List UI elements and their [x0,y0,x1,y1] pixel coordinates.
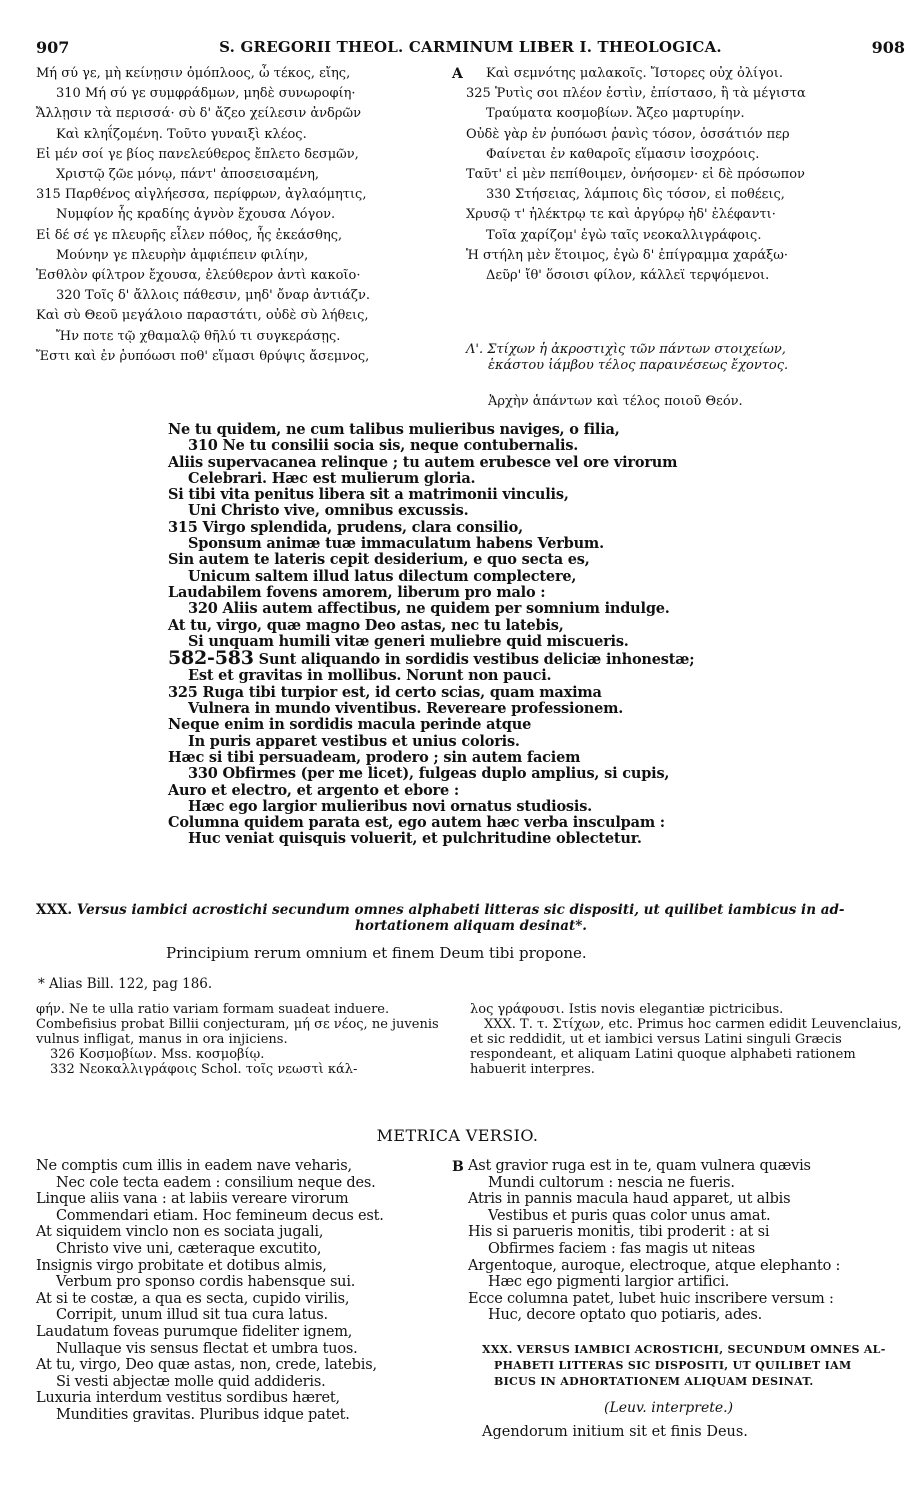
latin-verse-line: Laudabilem fovens amorem, liberum pro malo : [168,583,546,601]
footnote-alias: * Alias Bill. 122, pag 186. [38,976,213,992]
section-title-line-1: Versus iambici acrostichi secundum omnes alphabeti litteras sic dispositi, ut quilibet iambicus in ad- [76,902,845,918]
footnote-paragraph: XXX. Τ. τ. Στίχων, etc. Primus hoc carmen edidit Leuvenclaius, et sic reddidit, ut et iambici versus Latini singuli Græcis respondeant, et aliquam Latini quoque alphabeti rationem habuerit interpres. [470,1017,902,1077]
latin-verse-line: 320 Aliis autem affectibus, ne quidem per somnium indulge. [188,600,670,618]
greek-verse-line: Οὐδὲ γὰρ ἐν ῥυπόωσι ῥανὶς τόσον, ὁσσάτιόν περ [466,126,790,142]
greek-verse-line: Καὶ κληΐζομένη. Τοῦτο γυναιξὶ κλέος. [56,126,307,142]
agendorum-line: Agendorum initium sit et finis Deus. [482,1424,748,1440]
metrica-verse-line: Nec cole tecta eadem : consilium neque des. [56,1174,376,1191]
metrica-left-column [36,1158,456,1424]
metrica-verse-line: Nullaque vis sensus flectat et umbra tuos. [56,1340,358,1357]
latin-verse-line: Est et gravitas in mollibus. Norunt non pauci. [188,667,552,685]
metrica-verse-line: At si te costæ, a qua es secta, cupido virilis, [36,1290,350,1307]
metrica-verse-line: Corripit, unum illud sit tua cura latus. [56,1307,328,1324]
metrica-verse-line: Ast gravior ruga est in te, quam vulnera quævis [468,1158,811,1174]
notes-left-column [36,1002,446,1077]
section-xxx-title [36,902,906,934]
margin-letter-a: A [452,66,463,82]
metrica-verse-line: Vestibus et puris quas color unus amat. [488,1207,771,1224]
footnote-paragraph: φήν. Ne te ulla ratio variam formam suadeat induere. Combefisius probat Billii conjecturam, μή σε νέος, ne juvenis vulnus infligat, manus in ora injiciens. [36,1002,439,1047]
greek-heading-line-1: Λ'. Στίχων ἡ ἀκροστιχὶς τῶν πάντων στοιχείων, [466,342,786,357]
latin-verse-line: Neque enim in sordidis macula perinde atque [168,716,532,734]
greek-verse-line: Μούνην γε πλευρὴν ἀμφιέπειν φιλίην, [56,247,309,263]
latin-incipit: Principium rerum omnium et finem Deum tibi propone. [166,944,587,962]
metrica-verse-line: Laudatum foveas purumque fideliter ignem, [36,1323,353,1340]
latin-verse-line: Vulnera in mundo viventibus. Revereare professionem. [188,700,624,718]
greek-verse-line: Τραύματα κοσμοβίων. Ἄζεο μαρτυρίην. [486,106,745,122]
greek-verse-line: Τοῖα χαρίζομ' ἐγὼ ταῖς νεοκαλλιγράφοις. [486,227,762,243]
greek-text-left-column [36,64,441,367]
notes-right-column [470,1002,906,1077]
latin-verse-line: Uni Christo vive, omnibus excussis. [188,502,469,520]
latin-verse-line [168,647,728,670]
metrica-verse-line: Ecce columna patet, lubet huic inscribere versum : [468,1290,834,1307]
greek-verse-line: 310 Μή σύ γε συμφράδμων, μηδὲ συνωροφίη· [56,86,356,102]
section-number: XXX. [36,902,73,918]
metrica-verse-line: Huc, decore optato quo potiaris, ades. [488,1307,763,1324]
greek-verse-line: Καὶ σεμνότης μαλακοῖς. Ἴστορες οὐχ ὀλίγοι. [486,66,783,81]
latin-verse-line: Hæc ego largior mulieribus novi ornatus studiosis. [188,797,593,815]
greek-verse-line: Ἐσθλὸν φίλτρον ἔχουσα, ἐλεύθερον ἀντὶ κακοῖο· [36,268,361,284]
small-title-line: PHABETI LITTERAS SIC DISPOSITI, UT QUILIBET IAM [494,1359,852,1372]
latin-verse-line: 315 Virgo splendida, prudens, clara consilio, [168,518,523,536]
latin-verse-line: Aliis supervacanea relinque ; tu autem erubesce vel ore virorum [168,453,678,471]
greek-heading-line-2: ἑκάστου ἰάμβου τέλος παραινέσεως ἔχοντος. [488,358,789,373]
latin-verse-line: 325 Ruga tibi turpior est, id certo scias, quam maxima [168,683,602,701]
latin-verse-line: 310 Ne tu consilii socia sis, neque contubernalis. [188,437,579,455]
margin-letter-b: B [452,1159,464,1175]
latin-prose-translation [168,422,728,848]
greek-verse-line: Φαίνεται ἐν καθαροῖς εἵμασιν ἰσοχρόοις. [486,146,760,162]
metrica-verse-line: Obfirmes faciem : fas magis ut niteas [488,1240,755,1257]
metrica-verse-line: Si vesti abjectæ molle quid addideris. [56,1373,326,1390]
latin-verse-line: Columna quidem parata est, ego autem hæc verba insculpam : [168,814,665,832]
greek-heading-block [466,342,906,412]
metrica-right-column [468,1158,908,1324]
metrica-verse-line: His si parueris monitis, tibi proderit : at si [468,1224,770,1241]
greek-verse-line: 315 Παρθένος αἰγλήεσσα, περίφρων, ἀγλαόμητις, [36,187,367,203]
greek-verse-line: Χριστῷ ζῶε μόνῳ, πάντ' ἀποσεισαμένη, [56,167,319,183]
column-number: 582-583 [168,647,254,670]
section-title-line-2: hortationem aliquam desinat*. [355,918,587,934]
verse-text: Sunt aliquando in sordidis vestibus deliciæ inhonestæ; [258,651,695,669]
greek-text-right-column [466,64,906,286]
greek-verse-line: Ἡ στήλη μὲν ἕτοιμος, ἐγὼ δ' ἐπίγραμμα χαράξω· [466,247,789,263]
latin-verse-line: Sin autem te lateris cepit desiderium, e quo secta es, [168,551,590,569]
small-title-line: BICUS IN ADHORTATIONEM ALIQUAM DESINAT. [494,1375,814,1388]
greek-verse-line: Δεῦρ' ἴθ' ὅσοισι φίλον, κάλλεϊ τερψόμενοι. [486,268,770,284]
section-xxx-small-title [482,1342,902,1390]
metrica-verse-line: Mundi cultorum : nescia ne fueris. [488,1174,735,1191]
greek-verse-line: Ἄλλῃσιν τὰ περισσά· σὺ δ' ἄζεο χείλεσιν ἀνδρῶν [36,106,362,122]
metrica-verse-line: Insignis virgo probitate et dotibus almis, [36,1257,327,1274]
latin-verse-line: Sponsum animæ tuæ immaculatum habens Verbum. [188,535,604,553]
greek-verse-line: Εἰ δέ σέ γε πλευρῆς εἷλεν πόθος, ἧς ἐκεάσθης, [36,227,343,243]
greek-incipit: Ἀρχὴν ἁπάντων καὶ τέλος ποιοῦ Θεόν. [488,394,743,409]
latin-verse-line: At tu, virgo, quæ magno Deo astas, nec tu latebis, [168,616,564,634]
metrica-verse-line: Atris in pannis macula haud apparet, ut albis [468,1191,791,1208]
latin-verse-line: Huc veniat quisquis voluerit, et pulchritudine oblectetur. [188,830,642,848]
metrica-verse-line: Mundities gravitas. Pluribus idque patet. [56,1406,350,1423]
metrica-verse-line: Commendari etiam. Hoc femineum decus est. [56,1207,384,1224]
footnote-paragraph: 326 Κοσμοβίων. Mss. κοσμοβίῳ. [50,1047,265,1062]
latin-verse-line: 330 Obfirmes (per me licet), fulgeas duplo amplius, si cupis, [188,765,670,783]
latin-verse-line: Unicum saltem illud latus dilectum complectere, [188,567,577,585]
latin-verse-line: Celebrari. Hæc est mulierum gloria. [188,469,476,487]
metrica-versio-heading: METRICA VERSIO. [376,1126,539,1145]
latin-verse-line: Auro et electro, et argento et ebore : [168,781,460,799]
running-title: S. GREGORII THEOL. CARMINUM LIBER I. THEOLOGICA. [219,38,722,56]
greek-verse-line: Μή σύ γε, μὴ κείνῃσιν ὁμόπλοος, ὦ τέκος, εἴης, [36,66,351,81]
greek-verse-line: Χρυσῷ τ' ἠλέκτρῳ τε καὶ ἀργύρῳ ἠδ' ἐλέφαντι· [466,207,776,223]
greek-verse-line: Ἤν ποτε τῷ χθαμαλῷ θῆλύ τι συγκεράσῃς. [56,328,341,344]
greek-verse-line: Νυμφίον ἧς κραδίης ἁγνὸν ἔχουσα Λόγον. [56,207,336,223]
latin-verse-line: Ne tu quidem, ne cum talibus mulieribus naviges, o filia, [168,421,620,438]
latin-verse-line: Si unquam humili vitæ generi muliebre quid miscueris. [188,632,629,650]
metrica-verse-line: At siquidem vinclo non es sociata jugali, [36,1224,324,1241]
latin-verse-line: Si tibi vita penitus libera sit a matrimonii vinculis, [168,486,569,504]
interpreter-note: (Leuv. interprete.) [604,1400,734,1416]
greek-verse-line: Ἔστι καὶ ἐν ῥυπόωσι ποθ' εἵμασι θρύψις ἄσεμνος, [36,348,370,364]
greek-verse-line: Εἰ μέν σοί γε βίος πανελεύθερος ἔπλετο δεσμῶν, [36,146,359,162]
latin-verse-line: In puris apparet vestibus et unius coloris. [188,732,520,750]
greek-verse-line: 320 Τοῖς δ' ἄλλοις πάθεσιν, μηδ' ὄναρ ἀντιάζν. [56,288,370,304]
greek-verse-line: 325 Ῥυτὶς σοι πλέον ἐστὶν, ἐπίστασο, ἢ τὰ μέγιστα [466,86,806,102]
page-header [36,38,905,58]
latin-verse-line: Hæc si tibi persuadeam, prodero ; sin autem faciem [168,748,581,766]
footnote-paragraph: λος γράφουσι. Istis novis elegantiæ pictricibus. [470,1002,784,1017]
greek-verse-line: Καὶ σὺ Θεοῦ μεγάλοιο παραστάτι, οὐδὲ σὺ λήθεις, [36,308,369,324]
footnote-paragraph: 332 Νεοκαλλιγράφοις Schol. τοῖς νεωστὶ κάλ- [50,1062,358,1077]
greek-verse-line: 330 Στήσειας, λάμποις δὶς τόσον, εἰ ποθέεις, [486,187,785,203]
metrica-verse-line: Hæc ego pigmenti largior artifici. [488,1274,730,1291]
small-title-line: XXX. VERSUS IAMBICI ACROSTICHI, SECUNDUM OMNES AL- [482,1343,886,1356]
metrica-verse-line: Ne comptis cum illis in eadem nave veharis, [36,1158,352,1174]
metrica-verse-line: Luxuria interdum vestitus sordibus hæret, [36,1390,340,1407]
metrica-verse-line: Linque aliis vana : at labiis vereare virorum [36,1191,349,1208]
metrica-verse-line: Verbum pro sponso cordis habensque sui. [56,1274,356,1291]
metrica-verse-line: Argentoque, auroque, electroque, atque elephanto : [468,1257,841,1274]
metrica-verse-line: Christo vive uni, cæteraque excutito, [56,1240,322,1257]
greek-verse-line: Ταῦτ' εἰ μὲν πεπίθοιμεν, ὀνήσομεν· εἰ δὲ πρόσωπον [466,167,805,183]
page-number-right: 908 [871,38,905,57]
metrica-verse-line: At tu, virgo, Deo quæ astas, non, crede, latebis, [36,1357,377,1374]
page-number-left: 907 [36,38,70,57]
